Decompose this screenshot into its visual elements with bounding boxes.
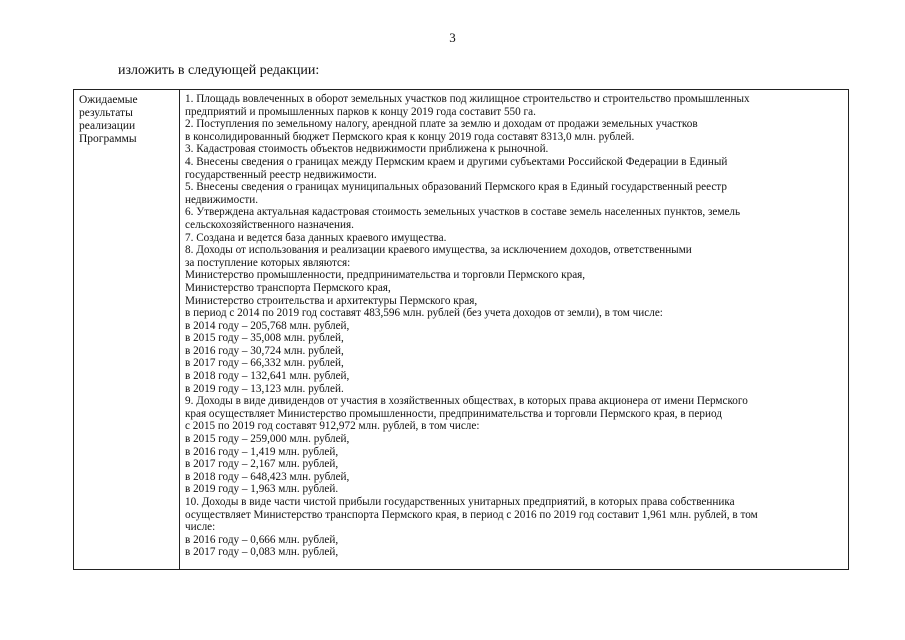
text-line: осуществляет Министерство транспорта Пермского края, в период с 2016 по 2019 год составит 1,961 млн. рублей, в том — [185, 508, 758, 521]
text-line: 10. Доходы в виде части чистой прибыли государственных унитарных предприятий, в которых права собственника — [185, 496, 735, 508]
text-line: 2. Поступления по земельному налогу, арендной плате за землю и доходам от продажи земельных участков — [185, 118, 698, 131]
text-line: государственный реестр недвижимости. — [185, 168, 377, 181]
table-content-cell — [180, 90, 848, 569]
text-line: Министерство транспорта Пермского края, — [185, 281, 391, 294]
text-line: Министерство промышленности, предпринимательства и торговли Пермского края, — [185, 269, 586, 282]
text-line: в 2018 году – 132,641 млн. рублей, — [185, 370, 350, 383]
text-line: 3. Кадастровая стоимость объектов недвижимости приближена к рыночной. — [185, 143, 549, 156]
text-line: сельскохозяйственного назначения. — [185, 218, 354, 231]
text-line: в 2016 году – 30,724 млн. рублей, — [185, 344, 344, 357]
text-line: в 2015 году – 35,008 млн. рублей, — [185, 332, 344, 345]
text-line: недвижимости. — [185, 193, 259, 206]
text-line: в 2017 году – 0,083 млн. рублей, — [185, 546, 339, 559]
results-table — [73, 89, 849, 570]
text-line: с 2015 по 2019 год составят 912,972 млн. рублей, в том числе: — [185, 420, 480, 433]
text-line: 5. Внесены сведения о границах муниципальных образований Пермского края в Единый государственный реестр — [185, 181, 727, 194]
intro-text: изложить в следующей редакции: — [118, 63, 320, 78]
text-line: в 2014 году – 205,768 млн. рублей, — [185, 319, 350, 332]
text-line: в период с 2014 по 2019 год составят 483,596 млн. рублей (без учета доходов от земли), в том числе: — [185, 307, 663, 320]
text-line: предприятий и промышленных парков к концу 2019 года составит 550 га. — [185, 105, 536, 118]
text-line: 4. Внесены сведения о границах между Пермским краем и другими субъектами Российской Федерации в Единый — [185, 155, 728, 168]
page-number: 3 — [449, 30, 456, 45]
text-line: 1. Площадь вовлеченных в оборот земельных участков под жилищное строительство и строительство промышленных — [185, 93, 750, 105]
text-line: в 2019 году – 13,123 млн. рублей. — [185, 382, 344, 395]
text-line: числе: — [185, 521, 216, 534]
text-line: 8. Доходы от использования и реализации краевого имущества, за исключением доходов, ответственными — [185, 244, 692, 257]
text-line: в 2019 году – 1,963 млн. рублей. — [185, 483, 339, 496]
text-line: Министерство строительства и архитектуры Пермского края, — [185, 294, 478, 307]
text-line: в 2018 году – 648,423 млн. рублей, — [185, 470, 350, 483]
text-line: в консолидированный бюджет Пермского края к концу 2019 года составят 8313,0 млн. рублей. — [185, 130, 635, 143]
table-label-cell: Ожидаемые результаты реализации Программы — [74, 90, 180, 569]
text-line: 7. Создана и ведется база данных краевого имущества. — [185, 231, 447, 244]
text-line: края осуществляет Министерство промышленности, предпринимательства и торговли Пермского края, в период — [185, 407, 722, 420]
text-line: 6. Утверждена актуальная кадастровая стоимость земельных участков в составе земель населенных пунктов, земель — [185, 206, 741, 219]
text-line: в 2017 году – 2,167 млн. рублей, — [185, 458, 339, 471]
text-line: 9. Доходы в виде дивидендов от участия в хозяйственных обществах, в которых права акционера от имени Пермского — [185, 395, 748, 408]
text-line: в 2017 году – 66,332 млн. рублей, — [185, 357, 344, 370]
text-line: в 2015 году – 259,000 млн. рублей, — [185, 433, 350, 446]
text-line: в 2016 году – 1,419 млн. рублей, — [185, 445, 339, 458]
text-line: в 2016 году – 0,666 млн. рублей, — [185, 533, 339, 546]
text-line: за поступление которых являются: — [185, 256, 351, 269]
